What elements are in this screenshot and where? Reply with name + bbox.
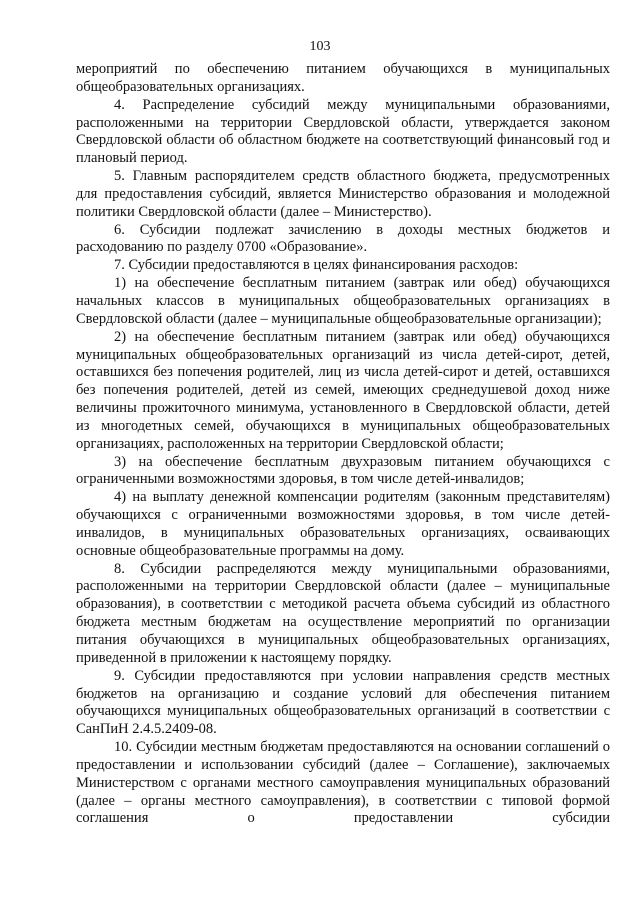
paragraph-5: 7. Субсидии предоставляются в целях финансирования расходов:	[114, 257, 519, 274]
paragraph-3: 5. Главным распорядителем средств областного бюджета, предусмотренных для предоставления субсидий, является Министерство образования и молодежной политики Свердловской области (далее – Министерство).	[76, 168, 610, 220]
document-body	[76, 61, 610, 828]
paragraph-12: 10. Субсидии местным бюджетам предоставляются на основании соглашений о предоставлении и использовании субсидий (далее – Соглашение), заключаемых Министерством с органами местного самоуправления муниципальных образований (далее – органы местного самоуправления), в соответствии с типовой формой соглашения о предоставлении субсидии	[76, 739, 610, 827]
paragraph-4: 6. Субсидии подлежат зачислению в доходы местных бюджетов и расходованию по разделу 0700 «Образование».	[76, 221, 610, 256]
paragraph-2: 4. Распределение субсидий между муниципальными образованиями, расположенными на территории Свердловской области, утверждается законом Свердловской области об областном бюджете на соответствующий финансовый год и плановый период.	[76, 96, 610, 167]
paragraph-10: 8. Субсидии распределяются между муниципальными образованиями, расположенными на территории Свердловской области (далее – муниципальные образования), в соответствии с методикой расчета объема субсидий из областного бюджета местным бюджетам на осуществление мероприятий по организации питания обучающихся в муниципальных общеобразовательных организациях, приведенной в приложении к настоящему порядку.	[76, 560, 610, 666]
paragraph-11: 9. Субсидии предоставляются при условии направления средств местных бюджетов на организацию и создание условий для обеспечения питанием обучающихся муниципальных общеобразовательных организаций в соответствии с СанПиН 2.4.5.2409-08.	[76, 667, 610, 738]
paragraph-6: 1) на обеспечение бесплатным питанием (завтрак или обед) обучающихся начальных классов в муниципальных общеобразовательных организациях в Свердловской области (далее – муниципальные общеобразовательные организации);	[76, 275, 610, 327]
paragraph-8: 3) на обеспечение бесплатным двухразовым питанием обучающихся с ограниченными возможностями здоровья, в том числе детей-инвалидов;	[76, 453, 610, 488]
paragraph-1: мероприятий по обеспечению питанием обучающихся в муниципальных общеобразовательных организациях.	[76, 61, 610, 95]
paragraph-9: 4) на выплату денежной компенсации родителям (законным представителям) обучающихся с ограниченными возможностями здоровья, в том числе детей-инвалидов, в муниципальных образовательных организациях, осваивающих основные общеобразовательные программы на дому.	[76, 489, 610, 559]
page-number: 103	[309, 39, 331, 54]
paragraph-7: 2) на обеспечение бесплатным питанием (завтрак или обед) обучающихся муниципальных общеобразовательных организаций из числа детей-сирот, детей, оставшихся без попечения родителей, лиц из числа детей-сирот и детей, оставшихся без попечения родителей, детей из семей, имеющих среднедушевой доход ниже величины прожиточного минимума, установленного в Свердловской области, детей из многодетных семей, обучающихся в муниципальных общеобразовательных организациях, расположенных на территории Свердловской области;	[76, 328, 610, 452]
